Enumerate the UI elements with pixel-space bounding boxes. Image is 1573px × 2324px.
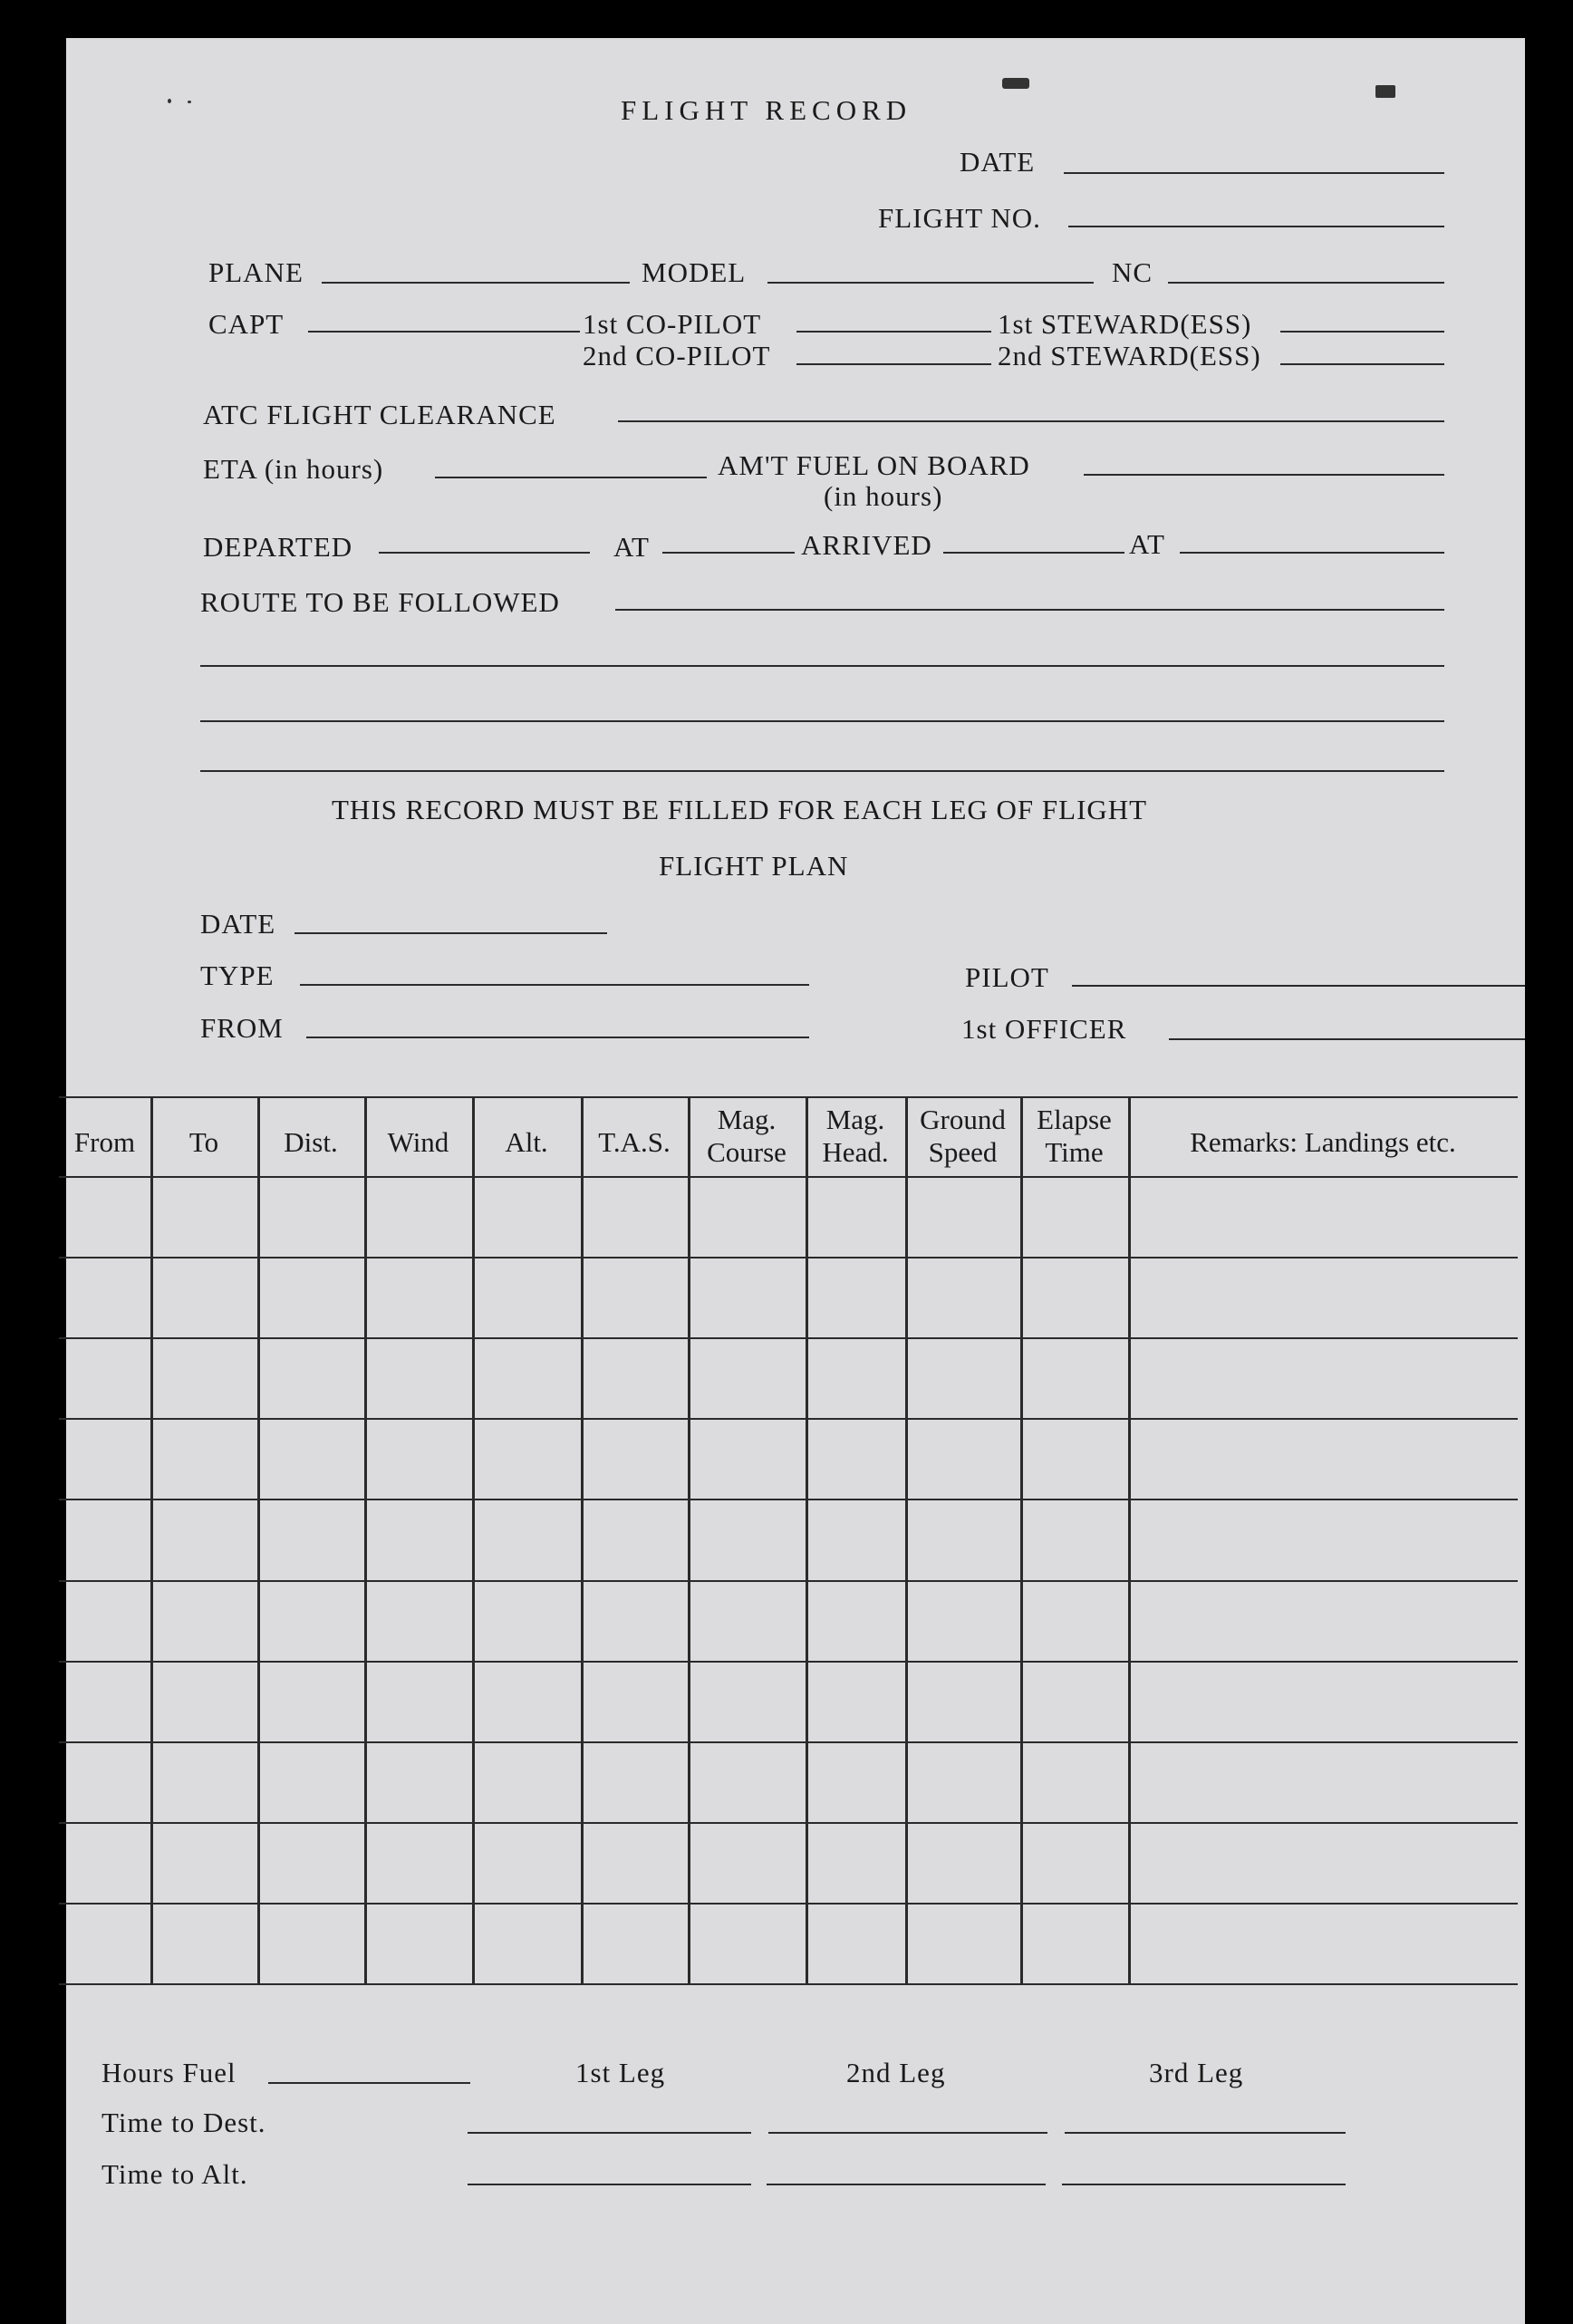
co-pilot-2-label: 2nd CO-PILOT — [583, 340, 771, 371]
notice-text: THIS RECORD MUST BE FILLED FOR EACH LEG OF FLIGHT — [332, 794, 1148, 825]
table-header-cell: T.A.S. — [598, 1126, 671, 1158]
table-header-cell: Wind — [387, 1126, 449, 1158]
table-cell[interactable] — [364, 1903, 472, 1983]
table-cell[interactable] — [1128, 1580, 1518, 1661]
table-cell[interactable] — [150, 1418, 257, 1499]
fuel-label: AM'T FUEL ON BOARD — [718, 449, 1030, 481]
plan-pilot-label: PILOT — [965, 961, 1049, 993]
table-cell[interactable] — [472, 1822, 581, 1903]
departed-label: DEPARTED — [203, 531, 353, 563]
table-cell[interactable] — [1128, 1337, 1518, 1418]
table-cell[interactable] — [581, 1499, 688, 1579]
leg-1-label: 1st Leg — [575, 2057, 666, 2088]
table-cell[interactable] — [364, 1176, 472, 1257]
table-cell[interactable] — [150, 1822, 257, 1903]
table-cell[interactable] — [59, 1499, 150, 1579]
table-cell[interactable] — [905, 1499, 1020, 1579]
table-cell[interactable] — [905, 1176, 1020, 1257]
table-cell[interactable] — [150, 1257, 257, 1337]
table-cell[interactable] — [905, 1661, 1020, 1741]
eta-label: ETA (in hours) — [203, 453, 384, 485]
table-cell[interactable] — [364, 1337, 472, 1418]
leg-1-alt-field[interactable] — [468, 2184, 751, 2185]
table-header-cell: Remarks: Landings etc. — [1190, 1126, 1456, 1158]
table-cell[interactable] — [150, 1741, 257, 1822]
table-cell[interactable] — [59, 1741, 150, 1822]
table-cell[interactable] — [59, 1903, 150, 1983]
table-cell[interactable] — [257, 1661, 364, 1741]
table-cell[interactable] — [1128, 1822, 1518, 1903]
table-cell[interactable] — [364, 1499, 472, 1579]
table-cell[interactable] — [806, 1741, 905, 1822]
plan-date-label: DATE — [200, 908, 276, 940]
atc-label: ATC FLIGHT CLEARANCE — [203, 399, 556, 430]
table-row — [59, 1741, 1518, 1822]
table-cell[interactable] — [806, 1580, 905, 1661]
table-row — [59, 1418, 1518, 1499]
table-cell[interactable] — [688, 1741, 806, 1822]
capt-label: CAPT — [208, 308, 285, 340]
table-header-cell: Alt. — [505, 1126, 548, 1158]
table-row — [59, 1337, 1518, 1418]
table-cell[interactable] — [905, 1822, 1020, 1903]
departed-at-label: AT — [613, 531, 650, 563]
form-page — [66, 38, 1525, 2324]
table-header-cell: To — [188, 1126, 219, 1158]
table-cell[interactable] — [581, 1176, 688, 1257]
table-cell[interactable] — [688, 1176, 806, 1257]
table-cell[interactable] — [806, 1176, 905, 1257]
table-cell[interactable] — [257, 1822, 364, 1903]
model-label: MODEL — [642, 256, 747, 288]
plan-type-label: TYPE — [200, 959, 275, 991]
table-cell[interactable] — [257, 1337, 364, 1418]
leg-3-label: 3rd Leg — [1149, 2057, 1244, 2088]
table-cell[interactable] — [150, 1661, 257, 1741]
route-label: ROUTE TO BE FOLLOWED — [200, 586, 560, 618]
table-cell[interactable] — [59, 1661, 150, 1741]
table-cell[interactable] — [905, 1337, 1020, 1418]
table-cell[interactable] — [59, 1418, 150, 1499]
table-cell[interactable] — [472, 1580, 581, 1661]
leg-2-label: 2nd Leg — [846, 2057, 946, 2088]
table-cell[interactable] — [472, 1418, 581, 1499]
table-cell[interactable] — [257, 1741, 364, 1822]
table-cell[interactable] — [1020, 1257, 1128, 1337]
table-cell[interactable] — [806, 1661, 905, 1741]
table-cell[interactable] — [905, 1741, 1020, 1822]
table-cell[interactable] — [806, 1903, 905, 1983]
leg-2-dest-field[interactable] — [768, 2132, 1047, 2134]
table-cell[interactable] — [59, 1257, 150, 1337]
table-header-cell: Elapse Time — [1037, 1104, 1112, 1168]
table-cell[interactable] — [1128, 1257, 1518, 1337]
table-cell[interactable] — [1128, 1903, 1518, 1983]
flight-log-table — [66, 38, 1525, 2122]
table-row — [59, 1257, 1518, 1337]
table-cell[interactable] — [688, 1661, 806, 1741]
table-cell[interactable] — [59, 1822, 150, 1903]
table-cell[interactable] — [472, 1257, 581, 1337]
table-header-cell: Mag. Course — [707, 1104, 786, 1168]
table-cell[interactable] — [905, 1903, 1020, 1983]
co-pilot-1-label: 1st CO-PILOT — [583, 308, 762, 340]
time-to-alt-label: Time to Alt. — [101, 2158, 248, 2190]
table-cell[interactable] — [581, 1257, 688, 1337]
table-cell[interactable] — [1020, 1499, 1128, 1579]
table-cell[interactable] — [364, 1257, 472, 1337]
plan-officer-label: 1st OFFICER — [961, 1013, 1127, 1045]
table-cell[interactable] — [150, 1580, 257, 1661]
table-cell[interactable] — [688, 1418, 806, 1499]
date-label: DATE — [960, 146, 1036, 178]
table-row — [59, 1822, 1518, 1903]
arrived-at-label: AT — [1129, 528, 1165, 560]
table-cell[interactable] — [472, 1176, 581, 1257]
table-cell[interactable] — [364, 1418, 472, 1499]
table-cell[interactable] — [1128, 1661, 1518, 1741]
table-cell[interactable] — [581, 1903, 688, 1983]
hours-fuel-label: Hours Fuel — [101, 2057, 236, 2088]
table-cell[interactable] — [905, 1418, 1020, 1499]
table-cell[interactable] — [1020, 1903, 1128, 1983]
table-row — [59, 1499, 1518, 1579]
leg-2-alt-field[interactable] — [767, 2184, 1046, 2185]
table-cell[interactable] — [257, 1903, 364, 1983]
table-header-cell: Ground Speed — [920, 1104, 1006, 1168]
time-to-dest-label: Time to Dest. — [101, 2107, 266, 2138]
flight-no-label: FLIGHT NO. — [878, 202, 1041, 234]
plan-from-label: FROM — [200, 1012, 284, 1044]
table-cell[interactable] — [472, 1903, 581, 1983]
table-row — [59, 1580, 1518, 1661]
table-cell[interactable] — [472, 1337, 581, 1418]
table-cell[interactable] — [1020, 1661, 1128, 1741]
table-cell[interactable] — [581, 1822, 688, 1903]
table-cell[interactable] — [806, 1822, 905, 1903]
table-cell[interactable] — [59, 1337, 150, 1418]
table-cell[interactable] — [1020, 1418, 1128, 1499]
table-cell[interactable] — [364, 1741, 472, 1822]
table-cell[interactable] — [581, 1418, 688, 1499]
table-cell[interactable] — [257, 1176, 364, 1257]
table-cell[interactable] — [1128, 1741, 1518, 1822]
table-cell[interactable] — [688, 1822, 806, 1903]
table-cell[interactable] — [1128, 1499, 1518, 1579]
table-header-cell: Mag. Head. — [822, 1104, 889, 1168]
table-cell[interactable] — [688, 1337, 806, 1418]
table-cell[interactable] — [1128, 1176, 1518, 1257]
table-cell[interactable] — [150, 1903, 257, 1983]
table-cell[interactable] — [59, 1580, 150, 1661]
table-row — [59, 1903, 1518, 1983]
table-cell[interactable] — [150, 1176, 257, 1257]
table-cell[interactable] — [688, 1903, 806, 1983]
fuel-sub-label: (in hours) — [824, 480, 943, 512]
table-cell[interactable] — [806, 1257, 905, 1337]
table-cell[interactable] — [581, 1661, 688, 1741]
table-cell[interactable] — [905, 1580, 1020, 1661]
table-cell[interactable] — [257, 1257, 364, 1337]
table-cell[interactable] — [905, 1257, 1020, 1337]
table-cell[interactable] — [688, 1257, 806, 1337]
table-row — [59, 1176, 1518, 1257]
table-cell[interactable] — [364, 1822, 472, 1903]
table-cell[interactable] — [581, 1741, 688, 1822]
arrived-label: ARRIVED — [801, 529, 932, 561]
table-cell[interactable] — [581, 1337, 688, 1418]
table-cell[interactable] — [1020, 1580, 1128, 1661]
table-header-cell: From — [73, 1126, 136, 1158]
flight-plan-title: FLIGHT PLAN — [659, 850, 849, 882]
table-header-cell: Dist. — [284, 1126, 338, 1158]
table-cell[interactable] — [364, 1661, 472, 1741]
table-cell[interactable] — [581, 1580, 688, 1661]
form-title: FLIGHT RECORD — [621, 94, 912, 126]
leg-3-alt-field[interactable] — [1062, 2184, 1346, 2185]
table-row-rule — [59, 1983, 1518, 1985]
table-cell[interactable] — [1020, 1741, 1128, 1822]
table-row — [59, 1661, 1518, 1741]
table-top-rule — [59, 1096, 1518, 1098]
table-cell[interactable] — [364, 1580, 472, 1661]
table-cell[interactable] — [257, 1580, 364, 1661]
table-cell[interactable] — [1020, 1822, 1128, 1903]
table-cell[interactable] — [688, 1580, 806, 1661]
table-cell[interactable] — [1128, 1418, 1518, 1499]
table-cell[interactable] — [806, 1499, 905, 1579]
hours-fuel-field[interactable] — [268, 2082, 470, 2084]
table-cell[interactable] — [472, 1661, 581, 1741]
table-cell[interactable] — [688, 1499, 806, 1579]
leg-1-dest-field[interactable] — [468, 2132, 751, 2134]
steward-1-label: 1st STEWARD(ESS) — [998, 308, 1252, 340]
table-cell[interactable] — [257, 1499, 364, 1579]
table-cell[interactable] — [1020, 1337, 1128, 1418]
table-cell[interactable] — [257, 1418, 364, 1499]
table-cell[interactable] — [806, 1337, 905, 1418]
table-cell[interactable] — [1020, 1176, 1128, 1257]
table-cell[interactable] — [472, 1499, 581, 1579]
table-cell[interactable] — [150, 1499, 257, 1579]
leg-3-dest-field[interactable] — [1065, 2132, 1346, 2134]
table-cell[interactable] — [59, 1176, 150, 1257]
table-cell[interactable] — [806, 1418, 905, 1499]
table-cell[interactable] — [150, 1337, 257, 1418]
plane-label: PLANE — [208, 256, 304, 288]
table-cell[interactable] — [472, 1741, 581, 1822]
steward-2-label: 2nd STEWARD(ESS) — [998, 340, 1261, 371]
nc-label: NC — [1112, 256, 1153, 288]
